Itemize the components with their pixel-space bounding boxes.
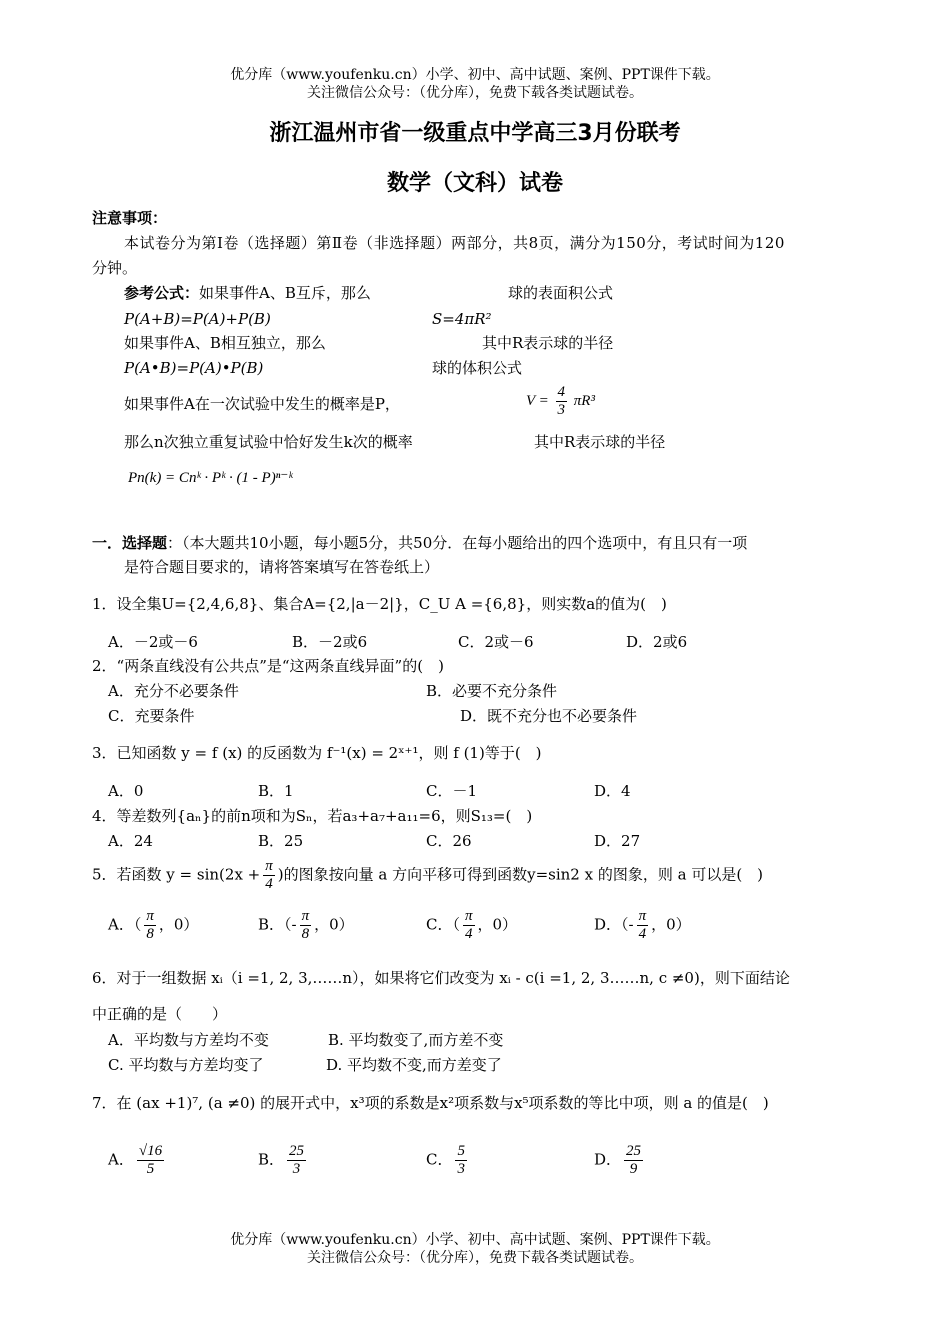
q3-option-b: B．1: [258, 782, 294, 800]
q4-option-b: B．25: [258, 832, 304, 850]
footer-line-1: 优分库（www.youfenku.cn）小学、初中、高中试题、案例、PPT课件下载。: [230, 1232, 720, 1248]
q5-option-c: [426, 908, 517, 943]
q4-option-d: D．27: [594, 832, 641, 850]
q7-a-den: 5: [146, 1161, 155, 1177]
footer-line-2: 关注微信公众号：（优分库），免费下载各类试题试卷。: [307, 1250, 643, 1266]
q7-option-b: [258, 1143, 309, 1178]
binomial-formula: Pn(k) = Cnᵏ · Pᵏ · (1 - P)ⁿ⁻ᵏ: [128, 470, 293, 486]
q7-a-num: √16: [138, 1143, 163, 1159]
radius-note-2: 其中R表示球的半径: [534, 433, 666, 451]
q7-c-den: 3: [457, 1161, 465, 1177]
q5-b-pre: （-: [284, 915, 297, 934]
q5-a-pre: （: [133, 915, 142, 934]
header-line-2: 关注微信公众号：（优分库），免费下载各类试题试卷。: [307, 85, 643, 101]
radius-note-1: 其中R表示球的半径: [482, 334, 614, 352]
q5-a-num: π: [146, 908, 154, 924]
q6-option-b: B. 平均数变了,而方差不变: [328, 1031, 504, 1049]
q7-d-label: D．: [594, 1150, 622, 1169]
q5-a-fraction: [144, 908, 156, 943]
q5-c-den: 4: [465, 926, 473, 942]
q5-c-num: π: [465, 908, 473, 924]
n-trials-text: 那么n次独立重复试验中恰好发生k次的概率: [124, 433, 413, 451]
q1-option-b: B．－2或6: [292, 633, 368, 651]
q3-option-a: A．0: [108, 782, 144, 800]
q7-option-d: [594, 1143, 646, 1178]
q7-c-label: C．: [426, 1150, 453, 1169]
q1-option-c: C．2或－6: [458, 633, 534, 651]
q6-option-c: C. 平均数与方差均变了: [108, 1056, 264, 1074]
q5-option-b: [258, 908, 354, 943]
question-2-stem: 2．“两条直线没有公共点”是“这两条直线异面”的( ): [92, 657, 444, 675]
q5-d-post: ，0）: [651, 915, 691, 934]
sphere-area-label: 球的表面积公式: [508, 284, 614, 302]
sphere-vol-label: 球的体积公式: [432, 359, 523, 377]
q5-d-num: π: [638, 908, 647, 924]
vol-rhs: πR³: [573, 392, 595, 409]
sphere-area-formula: S=4πR²: [432, 310, 492, 328]
q7-option-c: [426, 1143, 470, 1178]
q2-option-b: B．必要不充分条件: [426, 682, 558, 700]
question-3-stem: 3．已知函数 y = f (x) 的反函数为 f⁻¹(x) = 2ˣ⁺¹，则 f (1)等于( ): [92, 744, 542, 762]
q7-d-fraction: [624, 1143, 643, 1178]
q7-option-a: [108, 1143, 167, 1178]
q6-option-d: D. 平均数不变,而方差变了: [326, 1056, 502, 1074]
page-subtitle: 数学（文科）试卷: [386, 171, 563, 196]
formula-mutex-line: [124, 283, 371, 303]
q5-d-label: D．: [594, 915, 622, 934]
q7-b-fraction: [287, 1143, 306, 1178]
q5-stem-a: 5．若函数 y = sin(2x +: [92, 865, 261, 884]
ref-formula-label: 参考公式：: [124, 284, 200, 302]
prob-p-text: 如果事件A在一次试验中发生的概率是P，: [124, 395, 400, 413]
q4-option-a: A．24: [108, 832, 153, 850]
page-title: 浙江温州市省一级重点中学高三3月份联考: [269, 121, 681, 146]
q7-d-den: 9: [629, 1161, 638, 1177]
q5-c-pre: （: [452, 915, 460, 934]
q3-option-d: D．4: [594, 782, 631, 800]
q5-b-post: ，0）: [314, 915, 354, 934]
q5-a-label: A．: [108, 915, 134, 934]
q2-option-c: C．充要条件: [108, 707, 195, 725]
q7-d-num: 25: [626, 1143, 642, 1159]
question-6-stem-2: 中正确的是（ ）: [92, 1005, 228, 1023]
question-4-stem: 4．等差数列{aₙ}的前n项和为Sₙ，若a₃+a₇+a₁₁=6，则S₁₃=( ): [92, 807, 533, 825]
q7-a-fraction: [137, 1143, 164, 1178]
q5-stem-fraction: [263, 858, 275, 893]
q5-b-label: B．: [258, 915, 285, 934]
q5-c-post: ，0）: [477, 915, 518, 934]
q1-option-a: A．－2或－6: [108, 633, 198, 651]
vol-num: 4: [557, 384, 566, 400]
section-1-heading: 一．选择题: [92, 534, 168, 552]
q2-option-d: D．既不充分也不必要条件: [460, 707, 638, 725]
notice-heading: 注意事项：: [92, 209, 168, 227]
header-line-1: 优分库（www.youfenku.cn）小学、初中、高中试题、案例、PPT课件下载。: [230, 67, 720, 83]
q5-c-fraction: [463, 908, 475, 943]
q5-a-post: ，0）: [158, 915, 199, 934]
q5-b-den: 8: [301, 926, 310, 942]
vol-lhs: V =: [526, 392, 549, 409]
q7-b-label: B．: [258, 1150, 285, 1169]
q7-b-num: 25: [289, 1143, 305, 1159]
question-6-stem: 6．对于一组数据 xᵢ（i =1, 2, 3,……n），如果将它们改变为 xᵢ - c(i =1, 2, 3……n, c ≠0)，则下面结论: [92, 969, 790, 987]
sphere-volume-formula: [526, 384, 595, 419]
q7-c-fraction: [455, 1143, 467, 1178]
q5-d-den: 4: [638, 926, 647, 942]
q5-a-den: 8: [146, 926, 154, 942]
question-1-stem: 1．设全集U={2,4,6,8}、集合A={2,|a－2|}，C_U A ={6,8}，则实数a的值为( ): [92, 595, 667, 613]
q2-option-a: A．充分不必要条件: [108, 682, 239, 700]
indep-text: 如果事件A、B相互独立，那么: [124, 334, 326, 352]
q3-option-c: C．－1: [426, 782, 478, 800]
q5-d-fraction: [637, 908, 649, 943]
notice-para-2: 分钟。: [92, 259, 138, 277]
q5-option-d: [594, 908, 691, 943]
q5-c-label: C．: [426, 915, 453, 934]
q1-option-d: D．2或6: [626, 633, 688, 651]
q7-a-label: A．: [108, 1150, 134, 1169]
q5-b-num: π: [301, 908, 310, 924]
mult-rule: P(A•B)=P(A)•P(B): [124, 359, 264, 377]
q5-option-a: [108, 908, 198, 943]
q6-option-a: A．平均数与方差均不变: [108, 1031, 269, 1049]
vol-fraction: [556, 384, 568, 419]
q5-stem-num: π: [265, 858, 273, 874]
q5-stem-b: )的图象按向量 a 方向平移可得到函数y=sin2 x 的图象，则 a 可以是( ): [277, 865, 764, 884]
q5-b-fraction: [300, 908, 312, 943]
add-rule: P(A+B)=P(A)+P(B): [124, 310, 271, 328]
section-1-desc-2: 是符合题目要求的，请将答案填写在答卷纸上）: [124, 558, 440, 576]
vol-den: 3: [557, 402, 566, 418]
section-1-desc-1: ：（本大题共10小题，每小题5分，共50分．在每小题给出的四个选项中，有且只有一项: [167, 534, 748, 552]
section-1-line-1: [92, 533, 747, 553]
mutex-text: 如果事件A、B互斥，那么: [199, 284, 371, 302]
question-7-stem: 7．在 (ax +1)⁷, (a ≠0) 的展开式中，x³项的系数是x²项系数与x⁵项系数的等比中项，则 a 的值是( ): [92, 1094, 769, 1112]
q5-d-pre: （-: [621, 915, 634, 934]
q5-stem-den: 4: [265, 876, 273, 892]
q7-b-den: 3: [292, 1161, 301, 1177]
q7-c-num: 5: [457, 1143, 465, 1159]
question-5-stem: [92, 858, 763, 893]
notice-para-1: 本试卷分为第Ⅰ卷（选择题）第Ⅱ卷（非选择题）两部分，共8页，满分为150分，考试时间为120: [124, 234, 785, 252]
q4-option-c: C．26: [426, 832, 472, 850]
